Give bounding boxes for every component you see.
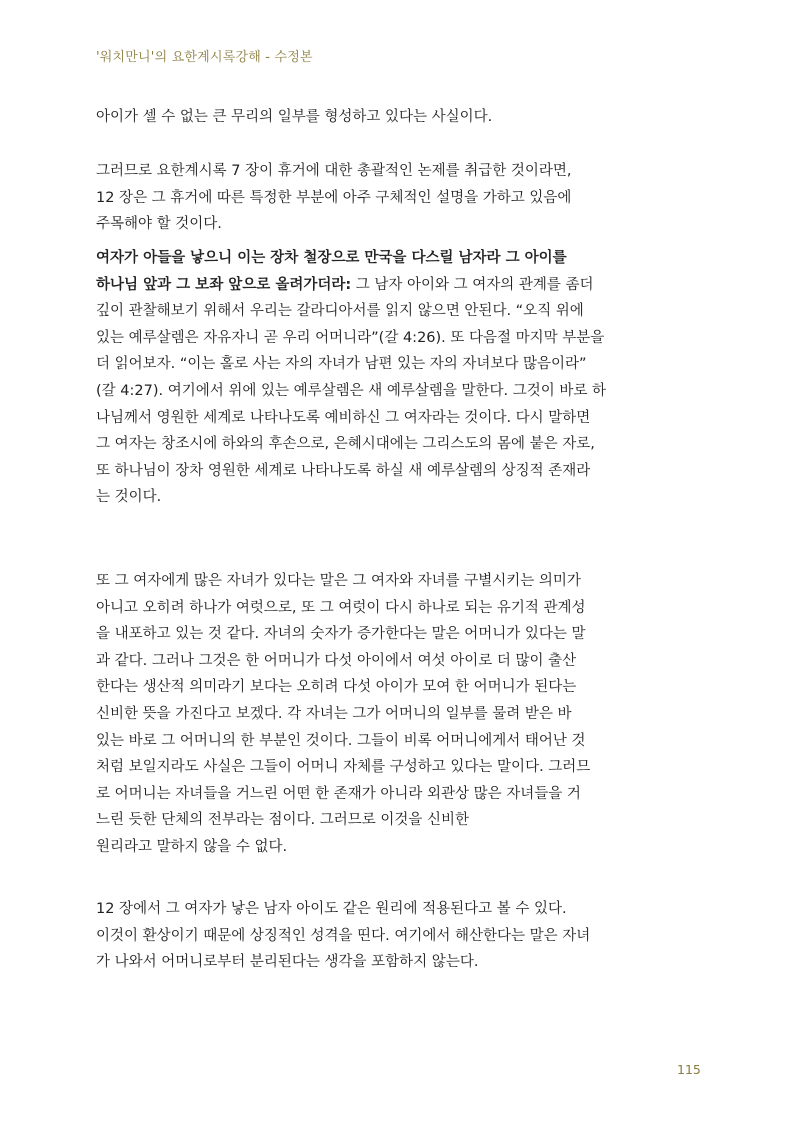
text-line-mixed: [96, 272, 700, 299]
text-line: 더 읽어보자. “이는 홀로 사는 자의 자녀가 남편 있는 자의 자녀보다 많음이라”: [96, 356, 587, 373]
text-line: 12 장은 그 휴거에 따른 특정한 부분에 아주 구체적인 설명을 가하고 있음에: [96, 189, 572, 206]
text-line: (갈 4:27). 여기에서 위에 있는 예루살렘은 새 예루살렘을 말한다. 그것이 바로 하: [96, 382, 606, 399]
text-line: 을 내포하고 있는 것 같다. 자녀의 숫자가 증가한다는 말은 어머니가 있다는 말: [96, 626, 586, 643]
page-number: 115: [677, 1062, 701, 1077]
running-header-title: '워치만니'의 요한계시록강해 - 수정본: [96, 50, 313, 65]
text-line: 있는 바로 그 어머니의 한 부분인 것이다. 그들이 비록 어머니에게서 태어난 것: [96, 732, 586, 749]
text-line: 아이가 셀 수 없는 큰 무리의 일부를 형성하고 있다는 사실이다.: [96, 109, 493, 125]
text-line: 가 나와서 어머니로부터 분리된다는 생각을 포함하지 않는다.: [96, 954, 479, 971]
bold-verse-line: 여자가 아들을 낳으니 이는 장차 철장으로 만국을 다스릴 남자라 그 아이를: [96, 250, 567, 266]
text-line: 그 여자는 창조시에 하와의 후손으로, 은혜시대에는 그리스도의 몸에 붙은 자로,: [96, 436, 595, 453]
text-line: 처럼 보일지라도 사실은 그들이 어머니 자체를 구성하고 있다는 말이다. 그러므: [96, 759, 591, 776]
text-line-rest: 그 남자 아이와 그 여자의 관계를 좀더: [351, 276, 594, 293]
text-line: 12 장에서 그 여자가 낳은 남자 아이도 같은 원리에 적용된다고 볼 수 있다.: [96, 901, 567, 917]
text-line: 아니고 오히려 하나가 여럿으로, 또 그 여럿이 다시 하나로 되는 유기적 관계성: [96, 599, 586, 616]
text-line: 또 하나님이 장차 영원한 세계로 나타나도록 하실 새 예루살렘의 상징적 존재라: [96, 462, 591, 479]
text-line: 원리라고 말하지 않을 수 없다.: [96, 838, 288, 855]
text-line: 주목해야 할 것이다.: [96, 216, 222, 233]
paragraph-3: [96, 245, 700, 511]
text-line: 한다는 생산적 의미라기 보다는 오히려 다섯 아이가 모여 한 어머니가 된다는: [96, 679, 577, 696]
paragraph-5: [96, 896, 700, 976]
text-line: 또 그 여자에게 많은 자녀가 있다는 말은 그 여자와 자녀를 구별시키는 의미가: [96, 573, 581, 589]
text-line: 있는 예루살렘은 자유자니 곧 우리 어머니라”(갈 4:26). 또 다음절 마지막 부분을: [96, 329, 605, 346]
text-line: 나님께서 영원한 세계로 나타나도록 예비하신 그 여자라는 것이다. 다시 말하면: [96, 409, 591, 426]
text-line: 는 것이다.: [96, 489, 162, 506]
text-line: 로 어머니는 자녀들을 거느린 어떤 한 존재가 아니라 외관상 많은 자녀들을 거: [96, 785, 581, 802]
text-line: 신비한 뜻을 가진다고 보겠다. 각 자녀는 그가 어머니의 일부를 물려 받은 바: [96, 705, 572, 722]
text-line: 그러므로 요한계시록 7 장이 휴거에 대한 총괄적인 논제를 취급한 것이라면,: [96, 163, 572, 179]
bold-verse-line: 하나님 앞과 그 보좌 앞으로 올려가더라:: [96, 276, 352, 293]
text-line: 이것이 환상이기 때문에 상징적인 성격을 띤다. 여기에서 해산한다는 말은 자녀: [96, 927, 591, 944]
paragraph-2: [96, 158, 700, 238]
paragraph-4: [96, 568, 700, 861]
text-line: 느린 듯한 단체의 전부라는 점이다. 그러므로 이것을 신비한: [96, 812, 470, 829]
paragraph-1: [96, 104, 700, 131]
text-line: 과 같다. 그러나 그것은 한 어머니가 다섯 아이에서 여섯 아이로 더 많이 출산: [96, 652, 577, 669]
text-line: 깊이 관찰해보기 위해서 우리는 갈라디아서를 읽지 않으면 안된다. “오직 위에: [96, 303, 584, 320]
